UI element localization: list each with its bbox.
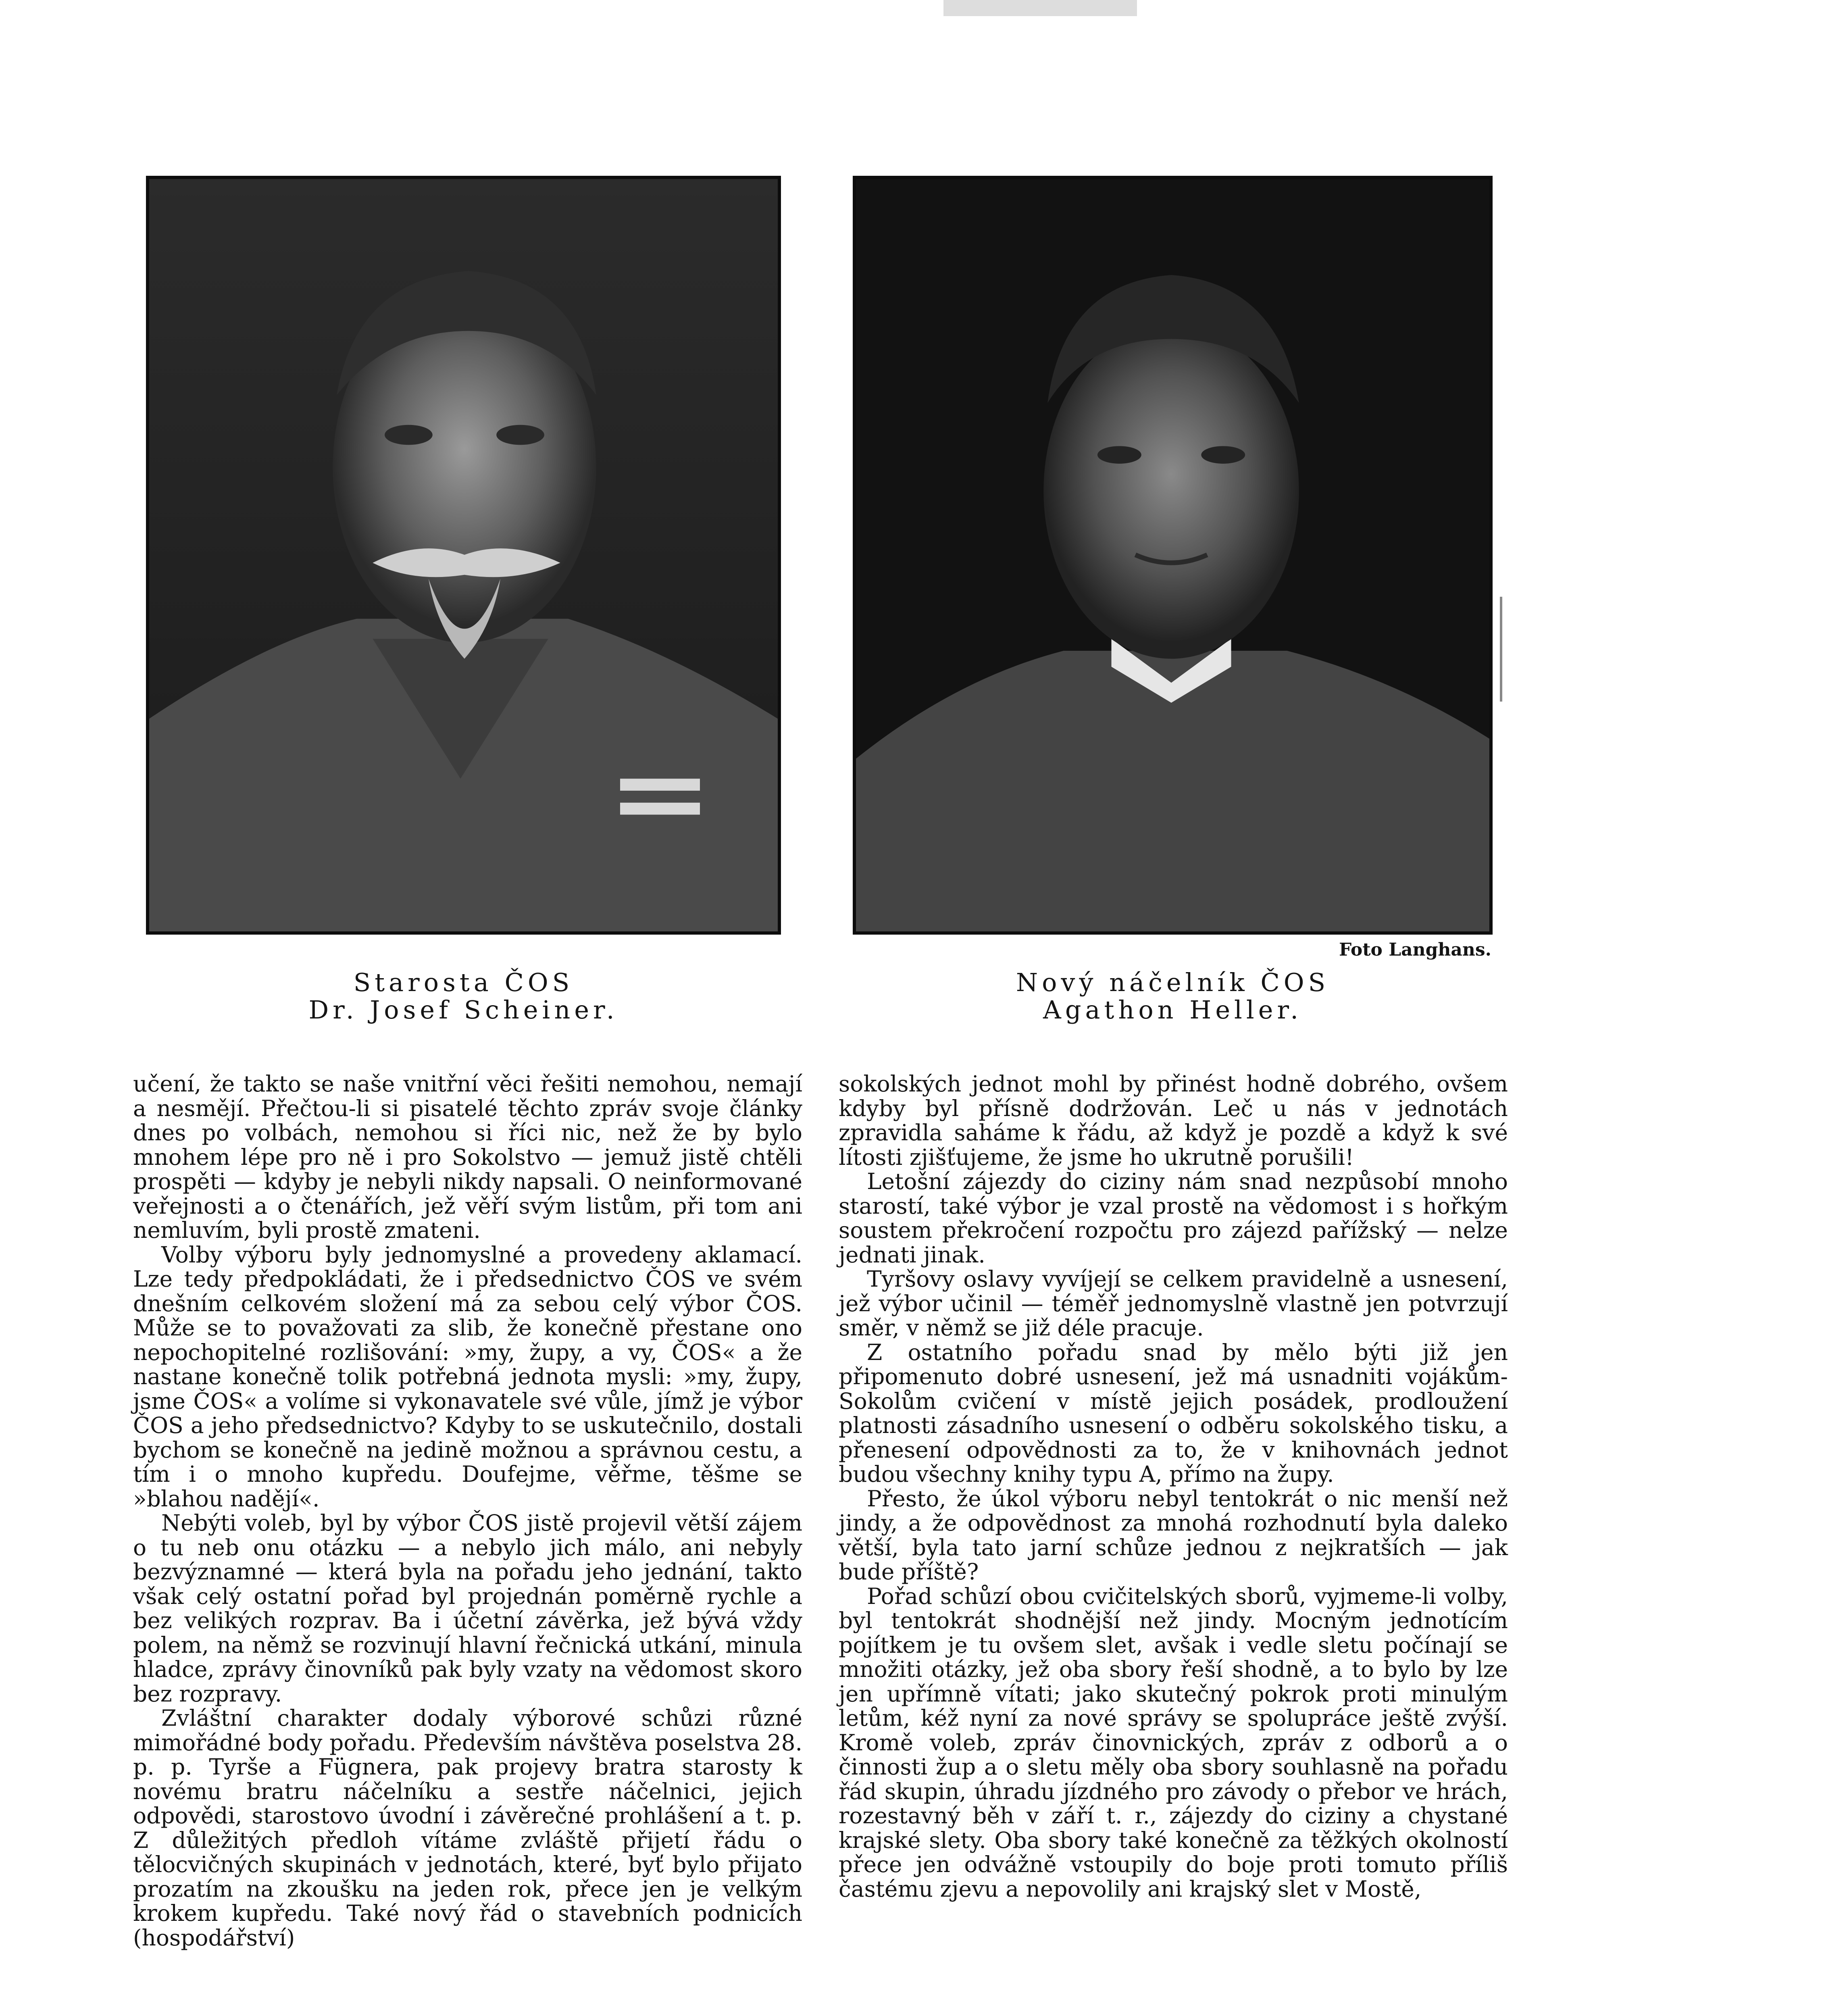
article-column-left <box>133 1072 802 1950</box>
paragraph: učení, že takto se naše vnitřní věci řešiti nemohou, nemají a nesmějí. Přečtou-li si pisatelé těchto zpráv svoje články dnes po volbách, nemohou si říci nic, než že by bylo mnohem lépe pro ně i pro Sokolstvo — jemuž jistě chtěli prospěti — kdyby je nebyli nikdy napsali. O neinformované veřejnosti a o čtenářích, jež věří svým listům, při tom ani nemluvím, byli prostě zmateni. <box>133 1071 802 1243</box>
caption-title: Nový náčelník ČOS <box>1016 968 1330 997</box>
portrait-photo-heller <box>853 176 1493 935</box>
caption-right <box>853 969 1493 1024</box>
paragraph: sokolských jednot mohl by přinést hodně dobrého, ovšem kdyby byl přísně dodržován. Leč u nás v jednotách zpravidla saháme k řádu, až když je pozdě a když k své lítosti zjišťujeme, že jsme ho ukrutně porušili! <box>839 1071 1508 1170</box>
scan-mark <box>1500 597 1502 702</box>
paragraph: Nebýti voleb, byl by výbor ČOS jistě projevil větší zájem o tu neb onu otázku — a nebylo jich málo, ani nebyly bezvýznamné — která byla na pořadu jeho jednání, takto však celý ostatní pořad byl projednán poměrně rychle a bez velikých rozprav. Ba i účetní závěrka, jež bývá vždy polem, na němž se rozvinují hlavní řečnická utkání, minula hladce, zprávy činovníků pak byly vzaty na vědomost skoro bez rozpravy. <box>133 1510 802 1707</box>
photo-credit: Foto Langhans. <box>1339 939 1491 960</box>
paragraph: Zvláštní charakter dodaly výborové schůzi různé mimořádné body pořadu. Především návštěva poselstva 28. p. p. Tyrše a Fügnera, pak projevy bratra starosty k novému bratru náčelníku a sestře náčelnici, jejich odpovědi, starostovo úvodní i závěrečné prohlášení a t. p. Z důležitých předloh vítáme zvláště přijetí řádu o tělocvičných skupinách v jednotách, které, byť bylo přijato prozatím na zkoušku na jeden rok, přece jen je velkým krokem kupředu. Také nový řád o stavebních podnicích (hospodářství) <box>133 1705 802 1951</box>
caption-title: Starosta ČOS <box>353 968 574 997</box>
article-column-right <box>839 1072 1508 1901</box>
caption-name: Dr. Josef Scheiner. <box>308 995 618 1025</box>
paragraph: Z ostatního pořadu snad by mělo býti již jen připomenuto dobré usnesení, jež má usnadniti vojákům-Sokolům cvičení v místě jejich posádek, prodloužení platnosti zásadního usnesení o odběru sokolského tisku, a přenesení odpovědnosti za to, že v knihovnách jednot budou všechny knihy typu A, přímo na župy. <box>839 1339 1508 1487</box>
paragraph: Tyršovy oslavy vyvíjejí se celkem pravidelně a usnesení, jež výbor učinil — téměř jednomyslně vlastně jen potvrzují směr, v němž se již déle pracuje. <box>839 1266 1508 1341</box>
portrait-image-left <box>149 179 778 931</box>
caption-left <box>146 969 781 1024</box>
paragraph: Letošní zájezdy do ciziny nám snad nezpůsobí mnoho starostí, také výbor je vzal prostě na vědomost i s hořkým soustem překročení rozpočtu pro zájezd pařížský — nelze jednati jinak. <box>839 1168 1508 1268</box>
portrait-image-right <box>856 179 1489 931</box>
paragraph: Volby výboru byly jednomyslné a provedeny aklamací. Lze tedy předpokládati, že i předsednictvo ČOS ve svém dnešním celkovém složení má za sebou celý výbor ČOS. Může se to považovati za slib, že konečně přestane ono nepochopitelné rozlišování: »my, župy, a vy, ČOS« a že nastane konečně tolik potřebná jednota mysli: »my, župy, jsme ČOS« a volíme si vykonavatele své vůle, jímž je výbor ČOS a jeho předsednictvo? Kdyby to se uskutečnilo, dostali bychom se konečně na jedině možnou a správnou cestu, a tím i o mnoho kupředu. Doufejme, věřme, těšme se »blahou nadějí«. <box>133 1241 802 1512</box>
paragraph: Přesto, že úkol výboru nebyl tentokrát o nic menší než jindy, a že odpovědnost za mnohá rozhodnutí byla daleko větší, byla tato jarní schůze jednou z nejkratších — jak bude příště? <box>839 1485 1508 1585</box>
caption-name: Agathon Heller. <box>1043 995 1302 1025</box>
scan-mark <box>943 0 1137 16</box>
paragraph: Pořad schůzí obou cvičitelských sborů, vyjmeme-li volby, byl tentokrát shodnější než jindy. Mocným jednotícím pojítkem je tu ovšem slet, avšak i vedle sletu počínají se množiti otázky, jež oba sbory řeší shodně, a to bylo by lze jen upřímně vítati; jako skutečný pokrok proti minulým letům, kéž nyní za nové správy se spolupráce ještě zvýší. Kromě voleb, zpráv činovnických, zpráv z odborů a o činnosti žup a o sletu měly oba sbory souhlasně na pořadu řád skupin, úhradu jízdného pro závody o přebor ve hrách, rozestavný běh v září t. r., zájezdy do ciziny a chystané krajské slety. Oba sbory také konečně za těžkých okolností přece jen odvážně vstoupily do boje proti tomuto příliš častému zjevu a nepovolily ani krajský slet v Mostě, <box>839 1583 1508 1902</box>
portrait-photo-scheiner <box>146 176 781 935</box>
